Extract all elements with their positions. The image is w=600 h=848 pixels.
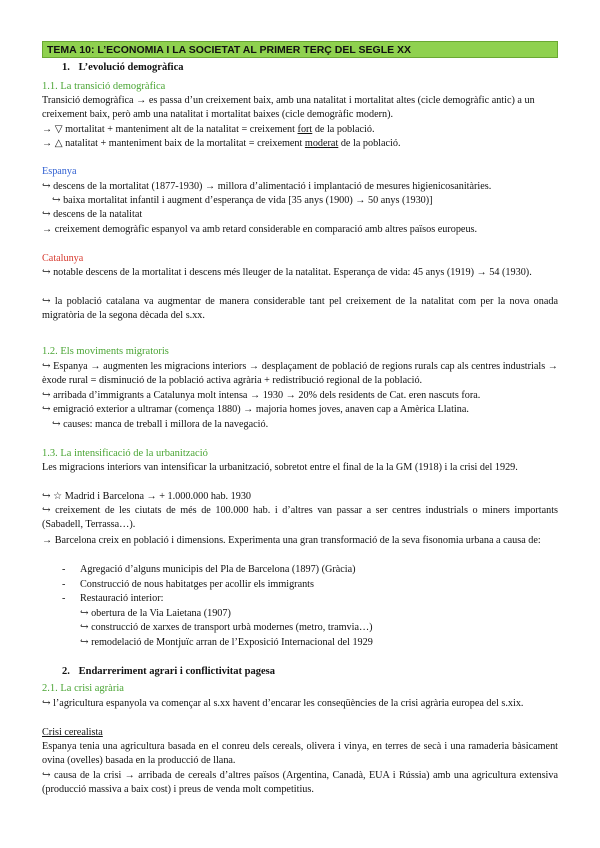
restoration-sub-1: ↪ obertura de la Via Laietana (1907): [80, 608, 231, 619]
section-1-heading: 1. L’evolució demogràfica: [62, 62, 184, 73]
restoration-sub-3: ↪ remodelació de Montjuïc arran de l’Exposició Internacional del 1929: [80, 637, 373, 648]
transition-paragraph: Transició demogràfica → es passa d’un creixement baix, amb una natalitat i mortalitat altes (cicle demogràfic antic) a un creixement baix, però amb una natalitat i mortalitat baixes (cicle demogràfic modern).: [42, 95, 535, 121]
catalunya-bullet-2: ↪ la població catalana va augmentar de manera considerable tant pel creixement de la natalitat com per la nova onada migratòria de la segona dècada del s.xx.: [42, 296, 558, 322]
strong-growth-line: → ▽ mortalitat + manteniment alt de la natalitat = creixement fort de la població.: [42, 124, 375, 135]
catalunya-heading: Catalunya: [42, 253, 84, 264]
barcelona-paragraph: → Barcelona creix en població i dimensions. Experimenta una gran transformació de la seva fisonomia urbana a causa de:: [42, 535, 541, 546]
dash-item-2-text: Construcció de nous habitatges per acollir els immigrants: [80, 579, 314, 590]
urbanization-paragraph: Les migracions interiors van intensificar la urbanització, sobretot entre el final de la la GM (1918) i la crisi del 1929.: [42, 462, 518, 473]
agrarian-bullet-1: ↪ l’agricultura espanyola va començar al s.xx havent d’encarar les conseqüències de la crisi agrària europea del s.xix.: [42, 698, 524, 709]
migration-bullet-4: ↪ causes: manca de treball i millora de la navegació.: [52, 419, 269, 430]
dash-item-1-text: Agregació d’alguns municipis del Pla de Barcelona (1897) (Gràcia): [80, 564, 356, 575]
subsection-1-2-heading: 1.2. Els moviments migratoris: [42, 346, 169, 357]
subsection-1-1-heading: 1.1. La transició demogràfica: [42, 81, 166, 92]
catalunya-bullet-1: ↪ notable descens de la mortalitat i descens més lleuger de la natalitat. Esperança de vida: 45 anys (1919) → 54 (1930).: [42, 267, 532, 278]
restoration-sub-2: ↪ construcció de xarxes de transport urbà modernes (metro, tramvia…): [80, 622, 373, 633]
document-title: TEMA 10: L’ECONOMIA I LA SOCIETAT AL PRIMER TERÇ DEL SEGLE XX: [47, 44, 412, 56]
espanya-heading: Espanya: [42, 166, 77, 177]
migration-bullet-2: ↪ arribada d’immigrants a Catalunya molt intensa → 1930 → 20% dels residents de Cat. eren nascuts fora.: [42, 390, 481, 401]
cereal-crisis-heading: Crisi cerealista: [42, 727, 103, 738]
urbanization-bullet-1: ↪ ☆ Madrid i Barcelona → + 1.000.000 hab. 1930: [42, 491, 252, 502]
dash-item-2: -: [62, 579, 66, 590]
migration-bullet-1: ↪ Espanya → augmenten les migracions interiors → desplaçament de població de regions rurals cap als centres industrials → èxode rural = disminució de la població activa agrària + redistribució regional de la població.: [42, 361, 558, 387]
moderate-growth-line: → △ natalitat + manteniment baix de la mortalitat = creixement moderat de la població.: [42, 138, 401, 149]
dash-item-3-text: Restauració interior:: [80, 593, 164, 604]
espanya-bullet-3: ↪ descens de la natalitat: [42, 209, 143, 220]
espanya-bullet-1: ↪ descens de la mortalitat (1877-1930) → millora d’alimentació i implantació de mesures higienicosanitàries.: [42, 181, 492, 192]
title-banner: [42, 41, 558, 58]
subsection-1-3-heading: 1.3. La intensificació de la urbanització: [42, 448, 208, 459]
dash-item-3: -: [62, 593, 66, 604]
agriculture-paragraph: Espanya tenia una agricultura basada en el conreu dels cereals, olivera i vinya, en terres de secà i una ramaderia bàsicament ovina (ovelles) basada en la producció de llana.: [42, 741, 558, 767]
urbanization-bullet-2: ↪ creixement de les ciutats de més de 100.000 hab. i d’altres van passar a ser centres industrials o miners importants (Sabadell, Terrassa…).: [42, 505, 558, 531]
espanya-bullet-4: → creixement demogràfic espanyol va amb retard considerable en comparació amb altres països europeus.: [42, 224, 478, 235]
subsection-2-1-heading: 2.1. La crisi agrària: [42, 683, 124, 694]
espanya-bullet-2: ↪ baixa mortalitat infantil i augment d’esperança de vida [35 anys (1900) → 50 anys (1930)]: [52, 195, 433, 206]
crisis-cause-bullet: ↪ causa de la crisi → arribada de cereals d’altres països (Argentina, Canadà, EUA i Rússia) amb una agricultura extensiva (producció massiva a baix cost) i preus de venda molt competitius.: [42, 770, 558, 796]
section-2-heading: 2. Endarreriment agrari i conflictivitat pagesa: [62, 666, 275, 677]
migration-bullet-3: ↪ emigració exterior a ultramar (comença 1880) → majoria homes joves, anaven cap a Amèrica Llatina.: [42, 404, 469, 415]
dash-item-1: -: [62, 564, 66, 575]
